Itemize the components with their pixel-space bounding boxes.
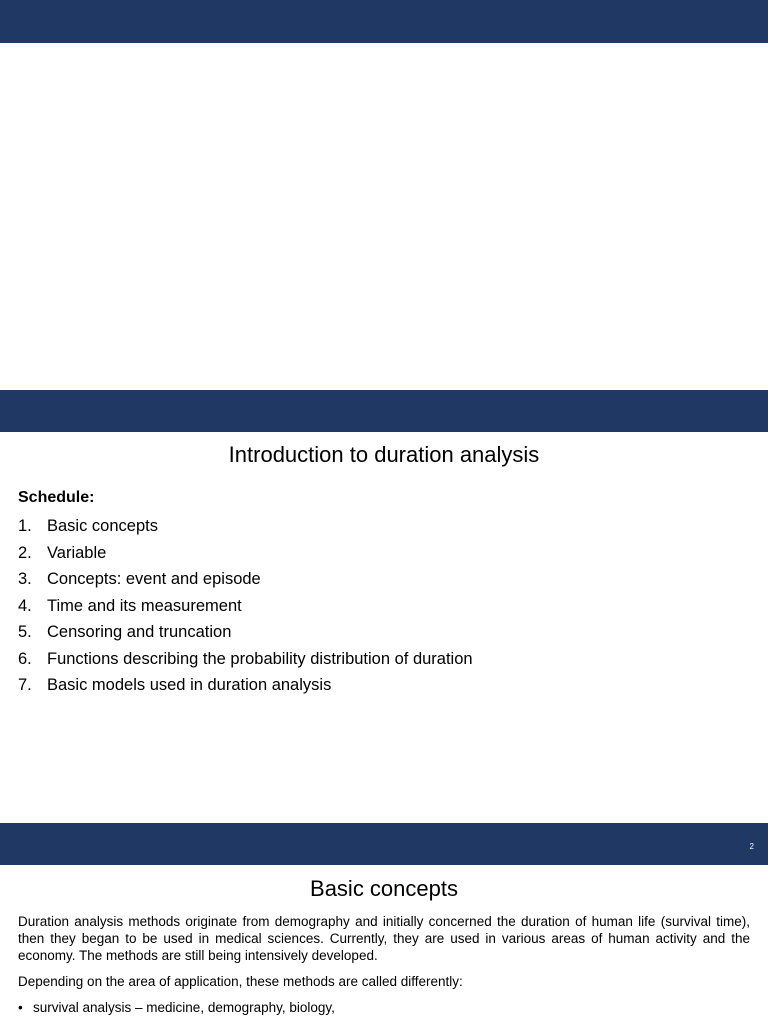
- list-item: [18, 568, 473, 595]
- slide-title: Basic concepts: [310, 876, 458, 901]
- list-item-number: 3.: [18, 570, 32, 588]
- list-item: [18, 674, 473, 701]
- body-paragraph: Duration analysis methods originate from demography and initially concerned the duration of human life (survival time), then they began to be used in medical sciences. Currently, they are used in various areas of human activity and the economy. The methods are still being intensively developed.: [18, 914, 750, 963]
- list-item-number: 2.: [18, 543, 32, 562]
- slide-header-band: [0, 0, 768, 43]
- list-item-text: Basic concepts: [47, 517, 158, 535]
- bullet-item: [18, 999, 335, 1016]
- slide-header-band: [0, 390, 768, 432]
- list-item-text: Functions describing the probability distribution of duration: [47, 649, 473, 668]
- body-paragraph: Depending on the area of application, these methods are called differently:: [18, 974, 463, 989]
- bullet-text: survival analysis – medicine, demography, biology,: [33, 1000, 335, 1015]
- list-item-text: Time and its measurement: [47, 596, 242, 615]
- schedule-heading: Schedule:: [18, 489, 95, 506]
- list-item-number: 4.: [18, 596, 32, 615]
- list-item: [18, 595, 473, 622]
- bullet-icon: •: [18, 1000, 23, 1015]
- schedule-list: [18, 515, 473, 701]
- list-item-number: 6.: [18, 649, 32, 668]
- list-item-number: 1.: [18, 517, 32, 535]
- list-item: [18, 648, 473, 675]
- list-item-text: Basic models used in duration analysis: [47, 676, 332, 694]
- page-number: 2: [749, 842, 754, 851]
- list-item-number: 7.: [18, 676, 32, 694]
- list-item-text: Censoring and truncation: [47, 623, 232, 641]
- list-item-text: Concepts: event and episode: [47, 570, 261, 588]
- list-item: [18, 542, 473, 569]
- list-item-number: 5.: [18, 623, 32, 641]
- list-item: [18, 621, 473, 648]
- list-item: [18, 515, 473, 542]
- slide-header-band: [0, 823, 768, 865]
- slide-title: Introduction to duration analysis: [228, 442, 540, 467]
- list-item-text: Variable: [47, 543, 107, 562]
